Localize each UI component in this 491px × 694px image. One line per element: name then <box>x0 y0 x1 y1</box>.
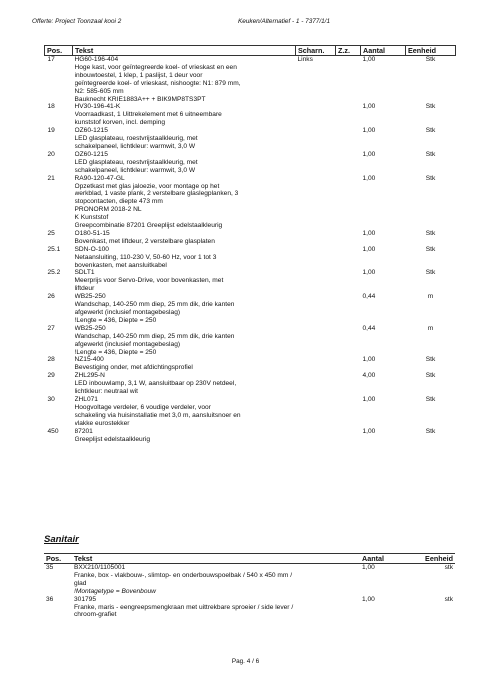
main-table <box>44 45 456 443</box>
item-aantal: 1,00 <box>362 564 375 571</box>
item-pos: 25.1 <box>47 245 61 253</box>
col-pos: Pos. <box>44 554 72 564</box>
item-scharn <box>296 246 336 270</box>
table-row <box>45 372 456 396</box>
description-line: !Lengte = 436, Diepte = 250 <box>74 316 157 324</box>
item-zz <box>336 396 361 428</box>
item-zz <box>336 372 361 396</box>
item-eenheid: Stk <box>425 174 436 182</box>
item-description <box>73 356 296 372</box>
description-line: WB25-250 <box>74 293 106 301</box>
description-line: LED glasplateau, roestvrijstaalkleurig, met <box>74 158 198 166</box>
item-eenheid: stk <box>444 564 453 571</box>
description-line: Bauknecht KRIE1883A++ + BIK9MP8TS3PT <box>74 95 206 103</box>
item-scharn <box>296 230 336 246</box>
item-aantal: 1,00 <box>362 427 376 435</box>
item-eenheid: stk <box>444 595 453 603</box>
description-line: Bevestiging onder, met afdichtingsprofiel <box>74 364 193 372</box>
description-line: Netaansluiting, 110-230 V, 50-60 Hz, voor 1 tot 3 <box>74 253 217 261</box>
description-line: Meerprijs voor Servo-Drive, voor bovenkasten, met <box>74 277 224 285</box>
item-zz <box>336 103 361 127</box>
col-zz: Z.z. <box>336 46 361 56</box>
description-line: LED inbouwlamp, 3,1 W, aansluitbaar op 230V netdeel, <box>74 380 237 388</box>
description-line: Wandschap, 140-250 mm diep, 25 mm dik, drie kanten <box>74 301 235 309</box>
section-title-sanitair: Sanitair <box>44 534 79 545</box>
description-line: RA90-120-47-GL <box>74 174 125 182</box>
item-scharn <box>296 396 336 428</box>
description-line: afgewerkt (inclusief montagebeslag) <box>74 309 181 316</box>
item-pos: 450 <box>47 427 59 435</box>
description-line: BXX210/1105001 <box>74 564 126 571</box>
item-eenheid: m <box>427 293 434 301</box>
item-pos: 25.2 <box>47 269 61 277</box>
item-eenheid: Stk <box>425 229 436 237</box>
table-row <box>44 564 455 596</box>
item-zz <box>336 428 361 444</box>
description-line: HG60-196-404 <box>74 56 119 63</box>
description-line: Greepcombinatie 87201 Greeplijst edelstaalkleurig <box>74 222 223 230</box>
item-description <box>73 230 296 246</box>
item-description <box>73 151 296 175</box>
item-zz <box>336 293 361 325</box>
keuken-header: Keuken/Alternatief - 1 - 7377/1/1 <box>238 18 331 25</box>
item-eenheid: Stk <box>425 356 436 364</box>
item-description <box>73 293 296 325</box>
item-description <box>73 56 296 104</box>
item-pos: 20 <box>47 150 55 158</box>
col-aantal: Aantal <box>361 46 406 56</box>
item-aantal: 1,00 <box>362 356 376 364</box>
item-eenheid: m <box>427 324 434 332</box>
item-scharn <box>296 151 336 175</box>
description-line: schakelpaneel, lichtkleur: warmwit, 3,0 W <box>74 166 196 174</box>
description-line: !Montagetype = Bovenbouw <box>74 587 156 595</box>
description-line: OZ60-1215 <box>74 150 108 158</box>
item-description <box>73 246 296 270</box>
description-line: LED glasplateau, roestvrijstaalkleurig, met <box>74 135 198 143</box>
table-row <box>45 325 456 357</box>
item-zz <box>336 269 361 293</box>
item-aantal: 1,00 <box>362 269 376 277</box>
item-aantal: 1,00 <box>362 103 376 111</box>
description-line: bovenkasten, met aansluitkabel <box>74 261 167 269</box>
table-row <box>45 246 456 270</box>
table-row <box>45 356 456 372</box>
item-scharn <box>296 293 336 325</box>
description-line: ZHL071 <box>74 395 98 403</box>
item-description <box>73 428 296 444</box>
item-aantal: 1,00 <box>362 150 376 158</box>
item-scharn <box>296 269 336 293</box>
description-line: 87201 <box>74 427 93 435</box>
offerte-header: Offerte: Project Toonzaal kooi 2 <box>32 18 122 25</box>
item-eenheid: Stk <box>425 103 436 111</box>
col-eenheid: Eenheid <box>406 46 456 56</box>
item-eenheid: Stk <box>425 269 436 277</box>
col-scharn: Scharn. <box>296 46 336 56</box>
item-pos: 17 <box>47 56 55 63</box>
description-line: NZ15-400 <box>74 356 104 364</box>
description-line: Opzetkast met glas jaloezie, voor montage op het <box>74 182 220 190</box>
item-pos: 35 <box>46 564 54 571</box>
description-line: kunststof korven, incl. demping <box>74 119 166 127</box>
item-pos: 30 <box>47 395 55 403</box>
description-line: schakeling via huisinstallatie met 3,0 m, aansluitsnoer en <box>74 411 241 419</box>
table-row <box>45 56 456 104</box>
item-zz <box>336 56 361 104</box>
item-pos: 36 <box>46 595 54 603</box>
description-line: chroom-grafiet <box>74 611 117 619</box>
item-scharn <box>296 428 336 444</box>
description-line: Greeplijst edelstaalkleurig <box>74 435 150 443</box>
table-row <box>45 175 456 230</box>
item-description <box>72 596 360 620</box>
description-line: glad <box>74 579 87 587</box>
item-zz <box>336 325 361 357</box>
item-aantal: 4,00 <box>362 372 376 380</box>
item-scharn: Links <box>297 56 313 63</box>
item-scharn <box>296 103 336 127</box>
description-line: geïntegreerde koel- of vrieskast, nishoogte: N1: 879 mm, <box>74 79 241 87</box>
description-line: SDLT1 <box>74 269 95 277</box>
table-row <box>45 428 456 444</box>
item-scharn <box>296 372 336 396</box>
item-pos: 27 <box>47 324 55 332</box>
description-line: ZHL295-N <box>74 372 105 380</box>
description-line: vlakke eurostekker <box>74 419 130 427</box>
item-aantal: 1,00 <box>362 395 376 403</box>
description-line: Hoogvoltage verdeler, 6 voudige verdeler, voor <box>74 403 211 411</box>
description-line: afgewerkt (inclusief montagebeslag) <box>74 340 181 348</box>
item-description <box>72 564 360 596</box>
table-row <box>45 103 456 127</box>
item-aantal: 1,00 <box>362 595 375 603</box>
description-line: Hoge kast, voor geïntegreerde koel- of vrieskast en een <box>74 63 237 71</box>
item-scharn <box>296 127 336 151</box>
table-row <box>44 596 455 620</box>
description-line: !Lengte = 436, Diepte = 250 <box>74 348 157 356</box>
item-pos: 28 <box>47 356 55 364</box>
description-line: inbouwtoestel, 1 klep, 1 paslijst, 1 deur voor <box>74 71 203 79</box>
item-aantal: 1,00 <box>362 229 376 237</box>
description-line: 301795 <box>74 595 97 603</box>
item-description <box>73 325 296 357</box>
item-aantal: 1,00 <box>362 245 376 253</box>
table-row <box>45 269 456 293</box>
description-line: WB25-250 <box>74 324 106 332</box>
description-line: Wandschap, 140-250 mm diep, 25 mm dik, drie kanten <box>74 332 235 340</box>
item-eenheid: Stk <box>425 427 436 435</box>
table-row <box>45 396 456 428</box>
item-scharn <box>296 175 336 230</box>
description-line: Bovenkast, met liftdeur, 2 verstelbare glasplaten <box>74 237 215 245</box>
item-eenheid: Stk <box>425 127 436 135</box>
description-line: K Kunststof <box>74 214 109 222</box>
item-pos: 29 <box>47 372 55 380</box>
item-description <box>73 127 296 151</box>
description-line: Franke, box - vlakbouw-, slimtop- en onderbouwspoelbak / 540 x 450 mm / <box>74 571 293 579</box>
item-zz <box>336 151 361 175</box>
description-line: werkblad, 1 vaste plank, 2 verstelbare glaslegplanken, 3 <box>74 190 239 198</box>
col-pos: Pos. <box>45 46 73 56</box>
item-scharn <box>296 325 336 357</box>
col-tekst: Tekst <box>73 46 296 56</box>
page-number: Pag. 4 / 6 <box>231 658 260 665</box>
description-line: Voorraadkast, 1 Uittrekelement met 6 uitneembare <box>74 111 222 119</box>
sanitair-table-header <box>44 554 455 564</box>
item-scharn <box>296 356 336 372</box>
description-line: SDN-O-100 <box>74 245 109 253</box>
col-tekst: Tekst <box>72 554 360 564</box>
item-pos: 18 <box>47 103 55 111</box>
item-zz <box>336 230 361 246</box>
item-pos: 25 <box>47 229 55 237</box>
sanitair-table <box>44 553 455 619</box>
description-line: OZ60-1215 <box>74 127 108 135</box>
col-eenheid: Eenheid <box>405 554 455 564</box>
item-pos: 19 <box>47 127 55 135</box>
item-eenheid: Stk <box>425 56 436 63</box>
item-description <box>73 269 296 293</box>
item-aantal: 1,00 <box>362 56 376 63</box>
item-pos: 21 <box>47 174 55 182</box>
item-zz <box>336 175 361 230</box>
item-aantal: 0,44 <box>362 293 376 301</box>
table-row <box>45 293 456 325</box>
item-aantal: 1,00 <box>362 174 376 182</box>
item-zz <box>336 246 361 270</box>
description-line: O180-51-15 <box>74 229 110 237</box>
item-eenheid: Stk <box>425 395 436 403</box>
item-eenheid: Stk <box>425 372 436 380</box>
table-row <box>45 151 456 175</box>
item-eenheid: Stk <box>425 245 436 253</box>
main-table-header <box>45 46 456 56</box>
item-aantal: 0,44 <box>362 324 376 332</box>
table-row <box>45 230 456 246</box>
item-eenheid: Stk <box>425 150 436 158</box>
item-description <box>73 372 296 396</box>
description-line: schakelpaneel, lichtkleur: warmwit, 3,0 W <box>74 142 196 150</box>
item-zz <box>336 127 361 151</box>
description-line: stopcontacten, diepte 473 mm <box>74 198 163 206</box>
item-description <box>73 175 296 230</box>
description-line: lichtkleur: neutraal wit <box>74 388 138 396</box>
table-row <box>45 127 456 151</box>
item-description <box>73 396 296 428</box>
col-aantal: Aantal <box>360 554 405 564</box>
item-zz <box>336 356 361 372</box>
description-line: Franke, maris - eengreepsmengkraan met uittrekbare sproeier / side lever / <box>74 603 294 611</box>
description-line: HV30-196-41-K <box>74 103 121 111</box>
description-line: liftdeur <box>74 285 95 293</box>
item-description <box>73 103 296 127</box>
item-aantal: 1,00 <box>362 127 376 135</box>
description-line: PRONORM 2018-2 NL <box>74 206 142 214</box>
description-line: N2: 585-605 mm <box>74 87 124 95</box>
item-pos: 26 <box>47 293 55 301</box>
